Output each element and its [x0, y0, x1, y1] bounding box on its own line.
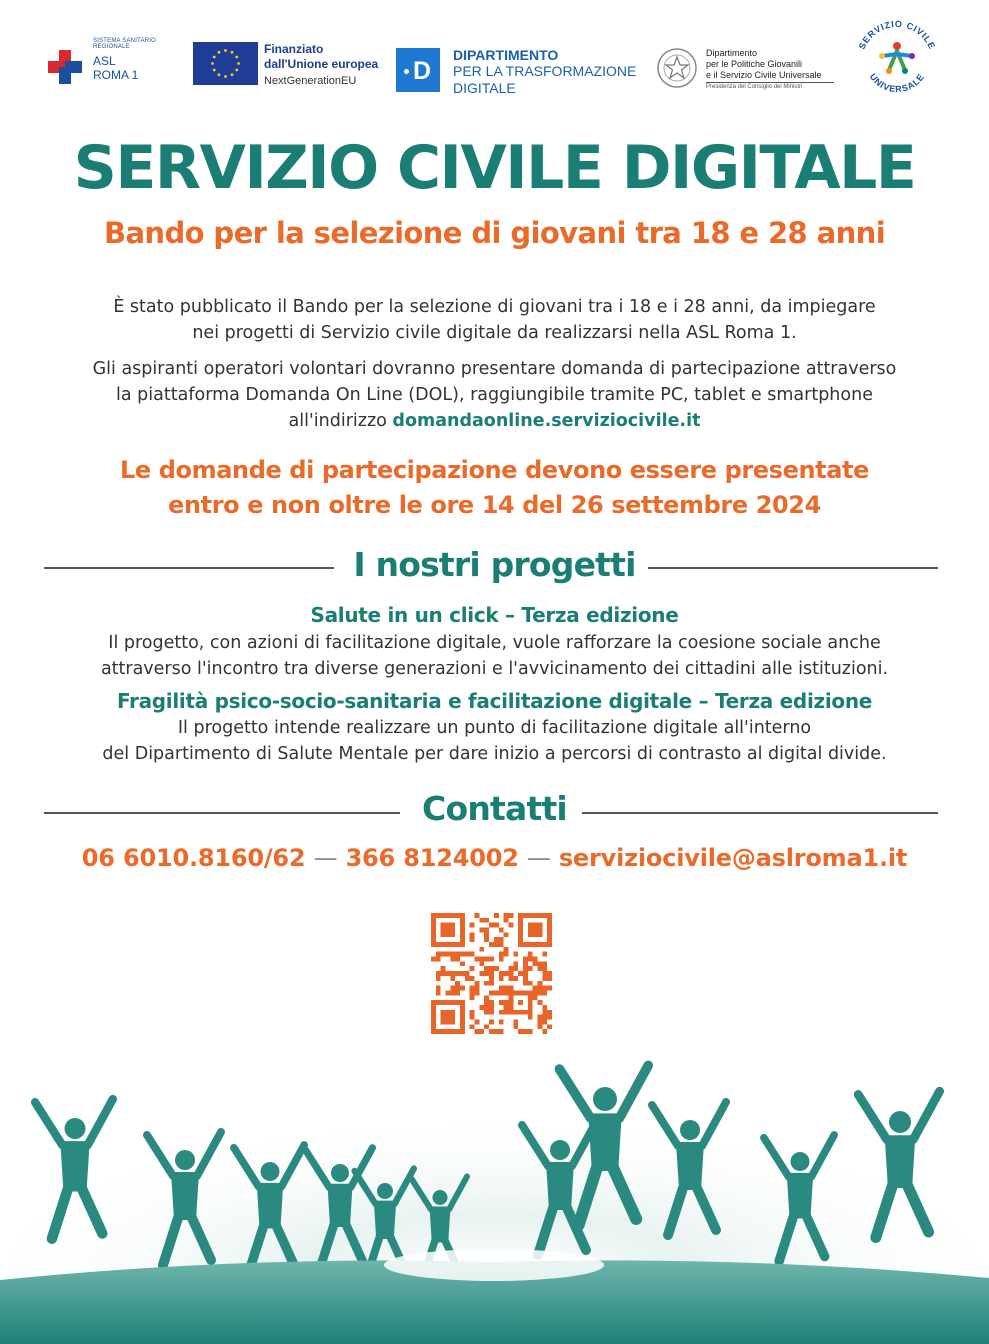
intro-p2-line1: Gli aspiranti operatori volontari dovranno presentare domanda di partecipazione attraverso — [92, 359, 897, 379]
project-title-1: Salute in un click – Terza edizione — [310, 603, 679, 627]
dpg-logo — [656, 46, 846, 96]
qr-code-icon[interactable] — [431, 913, 552, 1034]
page-title: SERVIZIO CIVILE DIGITALE — [73, 133, 916, 203]
dtd-line3: DIGITALE — [453, 80, 516, 96]
phone-number-1[interactable]: 06 6010.8160/62 — [81, 844, 306, 872]
intro-p2-line3 — [0, 408, 989, 434]
jumping-people-illustration — [0, 1050, 989, 1344]
dtd-line2: PER LA TRASFORMAZIONE — [453, 63, 637, 79]
eu-funding-line2: dall'Unione europea — [264, 57, 379, 71]
dpg-line4: Presidenza del Consiglio dei Ministri — [706, 84, 803, 90]
project-description-2 — [0, 715, 989, 767]
project-2-desc-line2: del Dipartimento di Salute Mentale per dare inizio a percorsi di contrasto al digital divide. — [102, 744, 887, 764]
dtd-logo — [396, 44, 656, 99]
italian-republic-emblem-icon — [656, 46, 698, 90]
intro-p1-line1: È stato pubblicato il Bando per la selezione di giovani tra i 18 e i 28 anni, da impiegare — [113, 297, 876, 317]
dpg-divider — [706, 82, 834, 83]
eu-funding-logo — [193, 42, 393, 92]
dpg-line2: per le Politiche Giovanili — [706, 59, 803, 69]
project-2-desc-line1: Il progetto intende realizzare un punto di facilitazione digitale all'interno — [177, 718, 812, 738]
intro-paragraph-2 — [0, 356, 989, 434]
asl-system-label: SISTEMA SANITARIO REGIONALE — [93, 38, 156, 50]
deadline-notice — [0, 453, 989, 523]
intro-p2-line2: la piattaforma Domanda On Line (DOL), raggiungibile tramite PC, tablet e smartphone — [116, 385, 873, 405]
project-1-desc-line1: Il progetto, con azioni di facilitazione digitale, vuole rafforzare la coesione sociale anche — [108, 633, 881, 653]
eu-funding-line3: NextGenerationEU — [264, 75, 357, 87]
project-title-2: Fragilità psico-socio-sanitaria e facilitazione digitale – Terza edizione — [116, 689, 873, 713]
intro-paragraph-1 — [0, 294, 989, 346]
dpg-line3: e il Servizio Civile Universale — [706, 70, 822, 80]
email-link[interactable]: serviziocivile@aslroma1.it — [558, 844, 908, 872]
servizio-civile-star-icon — [852, 18, 942, 102]
asl-name-line2: ROMA 1 — [93, 68, 139, 82]
project-1-desc-line2: attraverso l'incontro tra diverse generazioni e l'avvicinamento dei cittadini alle istituzioni. — [100, 659, 889, 679]
asl-roma1-logo — [46, 38, 186, 88]
eu-flag-icon — [193, 42, 258, 85]
project-description-1 — [0, 630, 989, 682]
dtd-badge-icon — [396, 48, 440, 92]
intro-p2-prefix: all'indirizzo — [288, 411, 393, 431]
svg-text:UNIVERSALE: UNIVERSALE — [867, 71, 927, 95]
dtd-line1: DIPARTIMENTO — [453, 47, 559, 63]
svg-text:SERVIZIO CIVILE: SERVIZIO CIVILE — [856, 18, 938, 51]
red-blue-cross-icon — [48, 50, 82, 84]
projects-heading: I nostri progetti — [353, 545, 636, 584]
dtd-badge-letter: D — [413, 57, 432, 85]
logo-strip — [0, 10, 989, 110]
eu-funding-line1: Finanziato — [264, 42, 324, 56]
contact-separator: — — [526, 844, 551, 872]
contact-separator: — — [313, 844, 338, 872]
asl-name-line1: ASL — [93, 54, 116, 68]
page-subtitle: Bando per la selezione di giovani tra 18 e 28 anni — [103, 216, 886, 250]
intro-p1-line2: nei progetti di Servizio civile digitale da realizzarsi nella ASL Roma 1. — [192, 323, 797, 343]
phone-number-2[interactable]: 366 8124002 — [345, 844, 519, 872]
contacts-line — [0, 844, 989, 872]
deadline-line2: entro e non oltre le ore 14 del 26 settembre 2024 — [168, 491, 821, 519]
dol-website-link[interactable]: domandaonline.serviziocivile.it — [392, 411, 701, 431]
deadline-line1: Le domande di partecipazione devono essere presentate — [120, 456, 869, 484]
contacts-heading: Contatti — [422, 789, 567, 828]
dpg-line1: Dipartimento — [706, 48, 758, 58]
